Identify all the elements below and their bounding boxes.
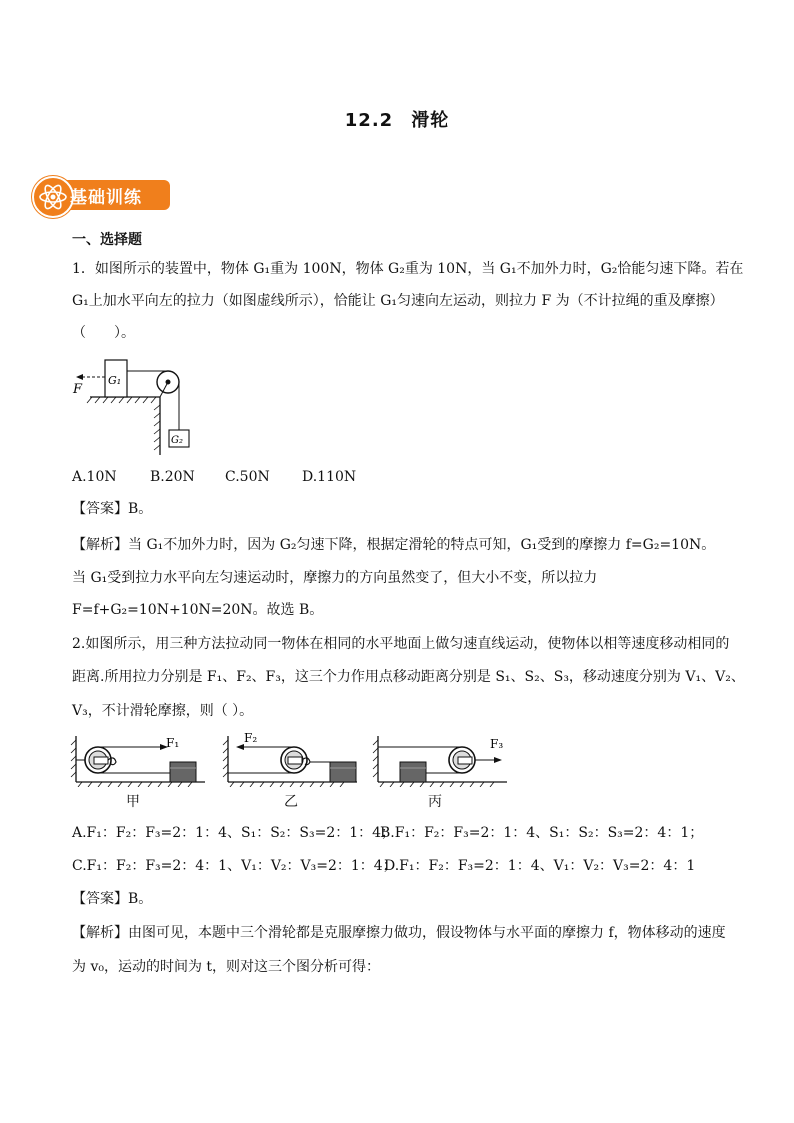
q2-analysis-1: 【解析】由图可见，本题中三个滑轮都是克服摩擦力做功，假设物体与水平面的摩擦力 f，物体移动的速度 [72, 925, 726, 941]
q2-caption-bing: 丙 [428, 794, 442, 810]
atom-icon [32, 176, 74, 218]
q2-figure-bing [372, 732, 512, 787]
q1-option-d: D.110N [302, 469, 357, 485]
q2-caption-jia: 甲 [126, 794, 140, 810]
title-number: 12.2 [344, 110, 394, 131]
q1-g1-label: G₁ [108, 374, 122, 387]
q2-option-d: D.F₁：F₂：F₃=2：1：4、V₁：V₂：V₃=2：4：1 [384, 858, 696, 874]
q2-caption-yi: 乙 [284, 794, 298, 810]
q1-option-c: C.50N [225, 469, 270, 485]
q2-f1-label: F₁ [166, 736, 180, 750]
q1-answer: 【答案】B。 [72, 501, 153, 517]
section-heading: 一、选择题 [72, 232, 142, 248]
q2-f3-label: F₃ [490, 737, 504, 751]
q1-g2-label: G₂ [171, 435, 183, 446]
q2-line1: 2.如图所示，用三种方法拉动同一物体在相同的水平地面上做匀速直线运动，使物体以相等速度移动相同的 [72, 636, 730, 652]
title-name: 滑轮 [411, 110, 450, 131]
q2-answer: 【答案】B。 [72, 891, 153, 907]
page-title [0, 106, 794, 132]
q2-figure-jia [70, 732, 210, 787]
q1-option-b: B.20N [150, 469, 195, 485]
q1-figure [70, 355, 200, 460]
q1-analysis-1: 【解析】当 G₁不加外力时，因为 G₂匀速下降，根据定滑轮的特点可知，G₁受到的摩擦力 f=G₂=10N。 [72, 537, 716, 553]
q2-f2-label: F₂ [244, 732, 258, 745]
section-banner [32, 176, 170, 214]
q2-option-c: C.F₁：F₂：F₃=2：4：1、V₁：V₂：V₃=2：1：4； [72, 858, 397, 874]
q1-option-a: A.10N [72, 469, 117, 485]
q2-analysis-2: 为 v₀，运动的时间为 t，则对这三个图分析可得： [72, 959, 381, 975]
q1-line1: 1．如图所示的装置中，物体 G₁重为 100N，物体 G₂重为 10N，当 G₁不加外力时，G₂恰能匀速下降。若在 [72, 261, 744, 277]
q2-figure-yi [222, 732, 362, 787]
banner-label: 基础训练 [70, 188, 142, 208]
q2-option-b: B.F₁：F₂：F₃=2：1：4、S₁：S₂：S₃=2：4：1； [380, 825, 704, 841]
q2-line3: V₃，不计滑轮摩擦，则（ ）。 [72, 703, 254, 719]
q1-f-label: F [73, 382, 83, 397]
q1-analysis-2: 当 G₁受到拉力水平向左匀速运动时，摩擦力的方向虽然变了，但大小不变，所以拉力 [72, 570, 598, 586]
q2-option-a: A.F₁：F₂：F₃=2：1：4、S₁：S₂：S₃=2：1：4； [72, 825, 396, 841]
q1-analysis-3: F=f+G₂=10N+10N=20N。故选 B。 [72, 602, 324, 618]
q2-line2: 距离.所用拉力分别是 F₁、F₂、F₃，这三个力作用点移动距离分别是 S₁、S₂、S₃，移动速度分别为 V₁、V₂、 [72, 669, 745, 685]
q1-line2: G₁上加水平向左的拉力（如图虚线所示），恰能让 G₁匀速向左运动，则拉力 F 为（不计拉绳的重及摩擦） [72, 293, 724, 309]
q1-line3: （ ）。 [72, 325, 135, 341]
